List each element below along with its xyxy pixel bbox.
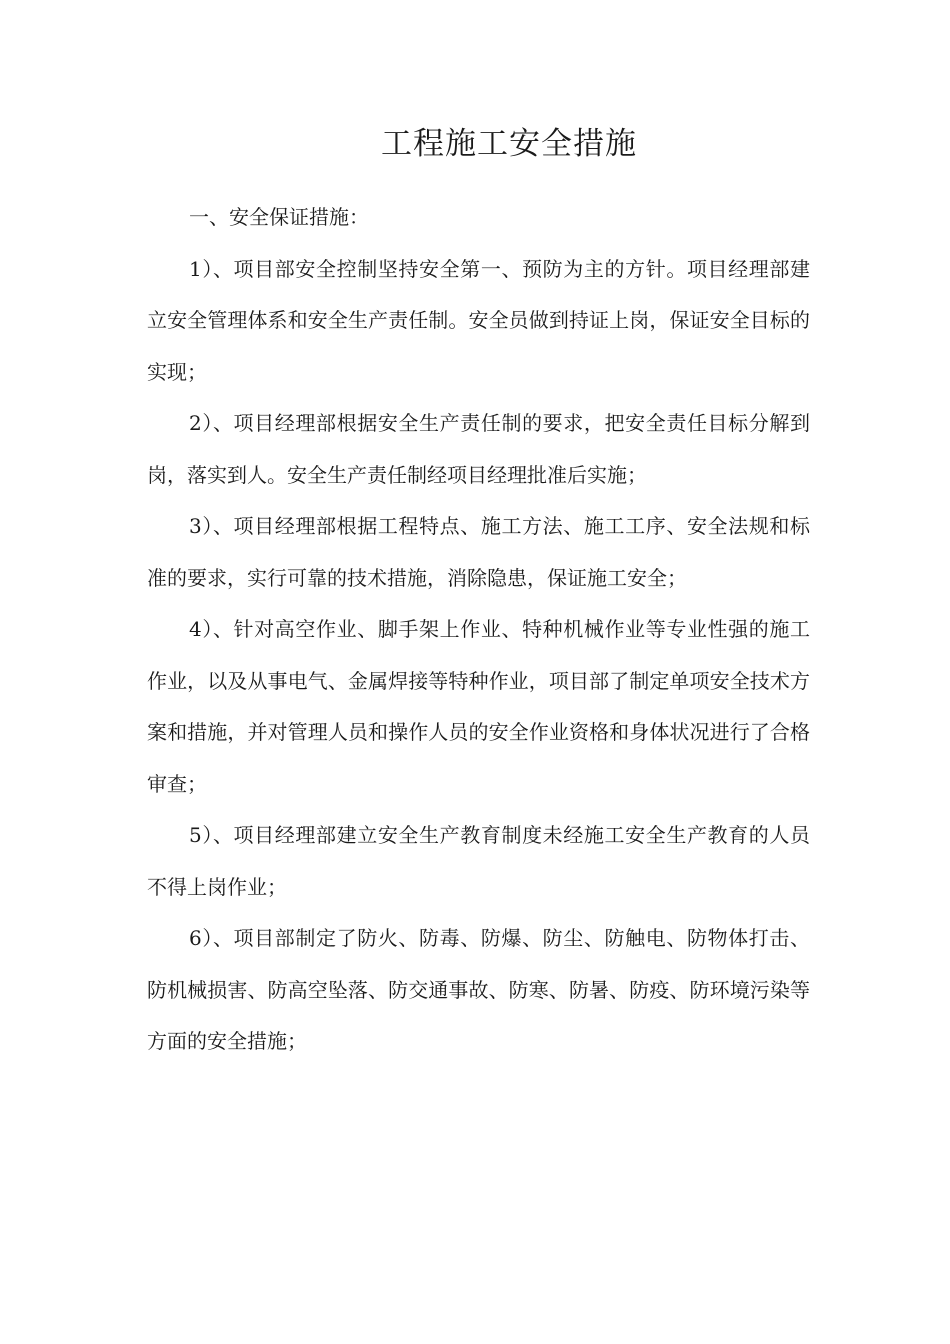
document-body bbox=[147, 192, 810, 1068]
measure-item-5: 5）、项目经理部建立安全生产教育制度未经施工安全生产教育的人员不得上岗作业； bbox=[147, 823, 810, 899]
section-heading: 一、安全保证措施： bbox=[189, 205, 369, 229]
measure-item-4: 4）、针对高空作业、脚手架上作业、特种机械作业等专业性强的施工作业，以及从事电气、金属焊接等特种作业，项目部了制定单项安全技术方案和措施，并对管理人员和操作人员的安全作业资格和身体状况进行了合格审查； bbox=[147, 617, 810, 796]
document-title: 工程施工安全措施 bbox=[381, 126, 637, 162]
measure-item-2: 2）、项目经理部根据安全生产责任制的要求，把安全责任目标分解到岗，落实到人。安全生产责任制经项目经理批准后实施； bbox=[147, 411, 810, 487]
measure-item-6: 6）、项目部制定了防火、防毒、防爆、防尘、防触电、防物体打击、防机械损害、防高空坠落、防交通事故、防寒、防暑、防疫、防环境污染等方面的安全措施； bbox=[147, 926, 810, 1053]
measure-item-1: 1）、项目部安全控制坚持安全第一、预防为主的方针。项目经理部建立安全管理体系和安全生产责任制。安全员做到持证上岗，保证安全目标的实现； bbox=[147, 256, 810, 384]
measure-item-3: 3）、项目经理部根据工程特点、施工方法、施工工序、安全法规和标准的要求，实行可靠的技术措施，消除隐患，保证施工安全； bbox=[147, 514, 810, 590]
